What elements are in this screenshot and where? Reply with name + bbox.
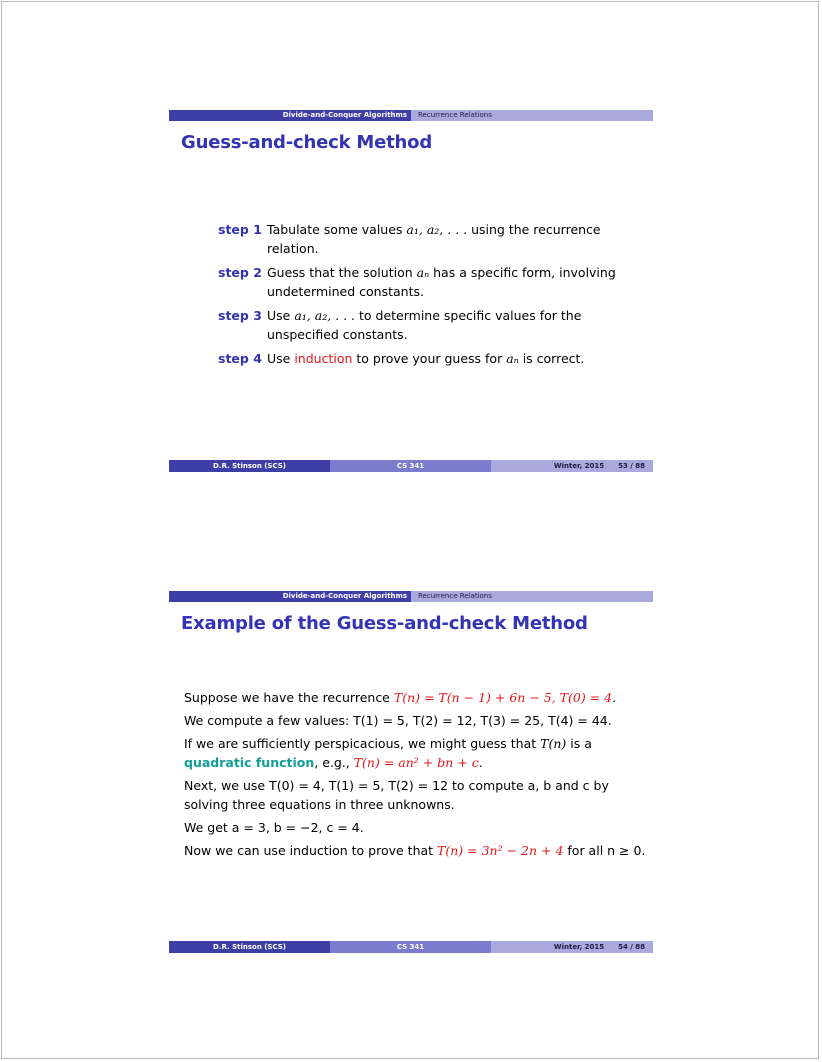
step-label: step 1 bbox=[218, 222, 262, 237]
footer-author: D.R. Stinson (SCS) bbox=[169, 941, 330, 953]
slide-title: Example of the Guess-and-check Method bbox=[181, 613, 588, 634]
slide-footline bbox=[169, 941, 653, 953]
step-text: Guess that the solution aₙ has a specific form, involving undetermined constants. bbox=[267, 265, 616, 299]
headline-section: Divide-and-Conquer Algorithms bbox=[169, 591, 411, 602]
step-item bbox=[218, 220, 638, 258]
quadratic-function-term: quadratic function bbox=[184, 755, 315, 770]
headline-subsection: Recurrence Relations bbox=[411, 591, 653, 602]
slide-headline bbox=[169, 591, 653, 602]
solution-formula: T(n) = 3n² − 2n + 4 bbox=[437, 843, 564, 858]
slide-53 bbox=[169, 110, 653, 473]
step-item bbox=[218, 263, 638, 301]
slide-headline bbox=[169, 110, 653, 121]
step-text: Use a₁, a₂, . . . to determine specific values for the unspecified constants. bbox=[267, 308, 582, 342]
step-text: Use induction to prove your guess for aₙ is correct. bbox=[267, 351, 585, 366]
footer-term: Winter, 2015 bbox=[553, 943, 605, 951]
step-label: step 2 bbox=[218, 265, 262, 280]
headline-section: Divide-and-Conquer Algorithms bbox=[169, 110, 411, 121]
footer-page-number: 53 / 88 bbox=[618, 462, 645, 470]
footer-course: CS 341 bbox=[330, 460, 491, 472]
paragraph: We get a = 3, b = −2, c = 4. bbox=[184, 820, 364, 835]
recurrence-formula: T(n) = T(n − 1) + 6n − 5, T(0) = 4 bbox=[393, 690, 613, 705]
footer-author: D.R. Stinson (SCS) bbox=[169, 460, 330, 472]
step-text: Tabulate some values a₁, a₂, . . . using the recurrence relation. bbox=[267, 222, 601, 256]
paragraph: Next, we use T(0) = 4, T(1) = 5, T(2) = 12 to compute a, b and c by solving three equations in three unknowns. bbox=[184, 778, 609, 812]
footer-course: CS 341 bbox=[330, 941, 491, 953]
guess-formula: T(n) = an² + bn + c bbox=[353, 755, 479, 770]
paragraph: If we are sufficiently perspicacious, we might guess that T(n) is a quadratic function, e.g., T(n) = an² + bn + c. bbox=[184, 736, 592, 770]
example-body bbox=[184, 688, 649, 864]
step-item bbox=[218, 349, 638, 368]
step-label: step 3 bbox=[218, 308, 262, 323]
headline-subsection: Recurrence Relations bbox=[411, 110, 653, 121]
slide-54 bbox=[169, 591, 653, 954]
paragraph: Suppose we have the recurrence T(n) = T(n − 1) + 6n − 5, T(0) = 4. bbox=[184, 690, 617, 705]
paragraph: We compute a few values: T(1) = 5, T(2) = 12, T(3) = 25, T(4) = 44. bbox=[184, 713, 612, 728]
paragraph: Now we can use induction to prove that T(n) = 3n² − 2n + 4 for all n ≥ 0. bbox=[184, 843, 646, 858]
footer-date-page bbox=[491, 460, 653, 472]
footer-date-page bbox=[491, 941, 653, 953]
footer-page-number: 54 / 88 bbox=[618, 943, 645, 951]
step-label: step 4 bbox=[218, 351, 262, 366]
footer-term: Winter, 2015 bbox=[553, 462, 605, 470]
step-item bbox=[218, 306, 638, 344]
slide-title: Guess-and-check Method bbox=[181, 132, 433, 153]
steps-list bbox=[218, 220, 638, 373]
slide-footline bbox=[169, 460, 653, 472]
induction-highlight: induction bbox=[294, 351, 353, 366]
